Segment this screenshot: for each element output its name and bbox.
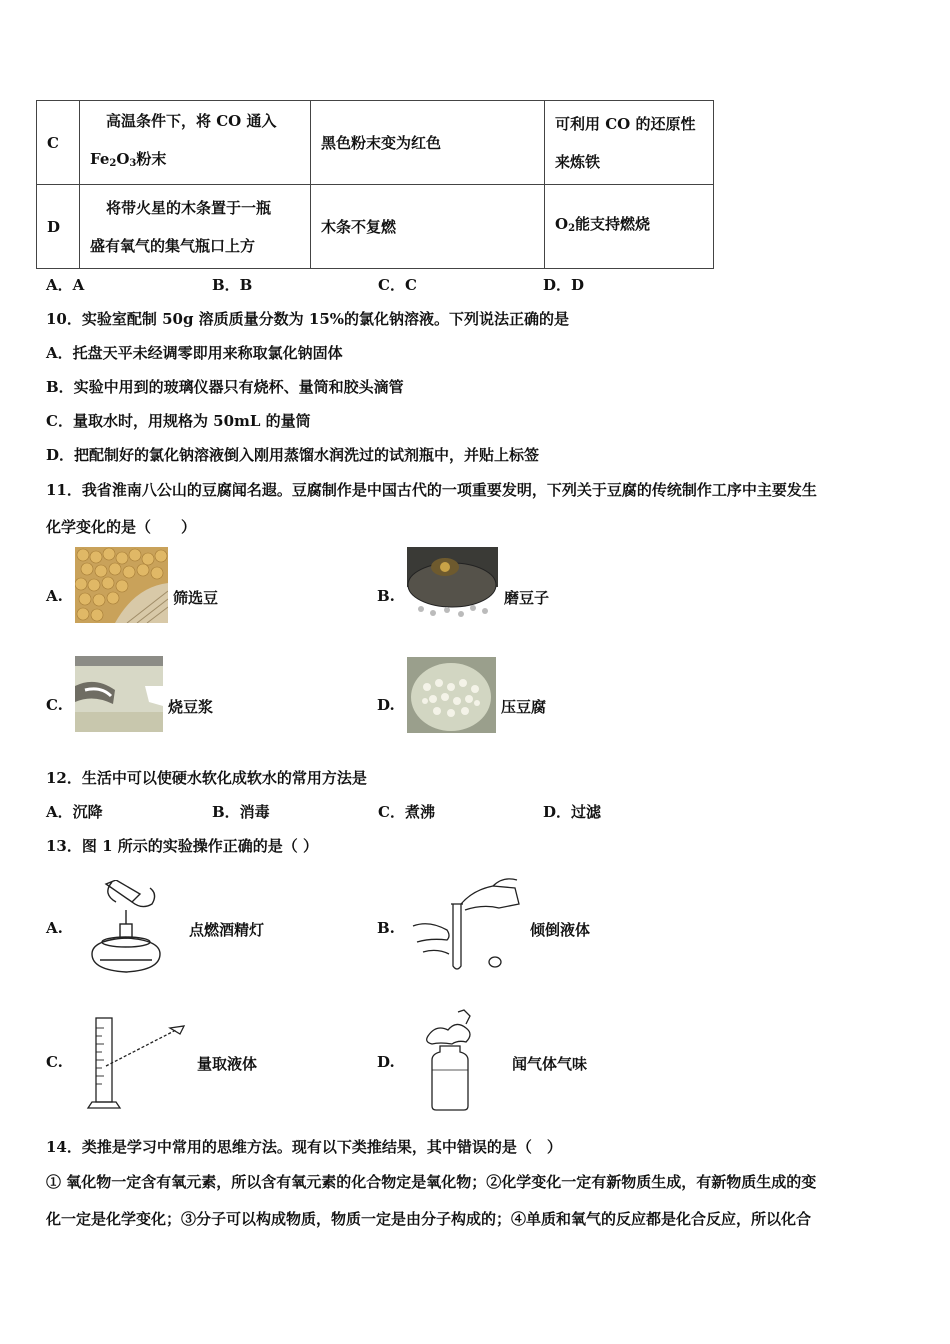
- option-letter: D.: [377, 696, 395, 714]
- option-text: 点燃酒精灯: [189, 921, 265, 939]
- question-stem: 11．我省淮南八公山的豆腐闻名遐。豆腐制作是中国古代的一项重要发明，下列关于豆腐的传统制作工序中主要发生: [46, 481, 817, 499]
- graduated-cylinder-illustration: [84, 1014, 188, 1112]
- pour-liquid-illustration: [403, 874, 523, 974]
- row-label: C: [37, 101, 80, 185]
- question-stem: 14．类推是学习中常用的思维方法。现有以下类推结果，其中错误的是（ ）: [46, 1138, 562, 1156]
- option-letter: B.: [377, 587, 395, 605]
- phenomenon-cell: 黑色粉末变为红色: [311, 101, 545, 185]
- table-row: [37, 185, 714, 269]
- question-stem: 10．实验室配制 50g 溶质质量分数为 15%的氯化钠溶液。下列说法正确的是: [46, 310, 570, 328]
- option-c: C．C: [378, 276, 417, 294]
- phenomenon-cell: 木条不复燃: [311, 185, 545, 269]
- option-a: A．托盘天平未经调零即用来称取氯化钠固体: [46, 344, 343, 362]
- option-text: 磨豆子: [504, 589, 550, 607]
- option-letter: A.: [46, 587, 63, 605]
- option-b: B．B: [212, 276, 253, 294]
- question-body-line: 化一定是化学变化；③分子可以构成物质，物质一定是由分子构成的；④单质和氧气的反应都是化合反应，所以化合: [46, 1210, 812, 1228]
- option-text: 闻气体气味: [512, 1055, 588, 1073]
- option-d: D．D: [543, 276, 585, 294]
- option-letter: D.: [377, 1053, 395, 1071]
- gas-bottle-illustration: [418, 1006, 488, 1114]
- option-text: 筛选豆: [173, 589, 219, 607]
- option-d: D．把配制好的氯化钠溶液倒入刚用蒸馏水润洗过的试剂瓶中，并贴上标签: [46, 446, 540, 464]
- option-text: 烧豆浆: [168, 698, 214, 716]
- question-table: [36, 100, 714, 269]
- table-row: [37, 101, 714, 185]
- option-b: B．消毒: [212, 803, 270, 821]
- option-text: 量取液体: [197, 1055, 258, 1073]
- option-a: A．A: [46, 276, 85, 294]
- option-c: C．量取水时，用规格为 50mL 的量筒: [46, 412, 311, 430]
- grinding-photo: [407, 547, 498, 623]
- question-stem: 13．图 1 所示的实验操作正确的是（ ）: [46, 837, 318, 855]
- option-text: 倾倒液体: [530, 921, 591, 939]
- option-c: C．煮沸: [378, 803, 435, 821]
- tofu-press-photo: [407, 657, 496, 733]
- alcohol-lamp-illustration: [82, 880, 172, 976]
- option-d: D．过滤: [543, 803, 602, 821]
- option-letter: A.: [46, 919, 63, 937]
- option-b: B．实验中用到的玻璃仪器只有烧杯、量筒和胶头滴管: [46, 378, 404, 396]
- soybeans-photo: [75, 547, 168, 623]
- conclusion-cell: 可利用 CO 的还原性 来炼铁: [545, 101, 714, 185]
- question-stem-cont: 化学变化的是（ ）: [46, 518, 197, 536]
- operation-cell: 高温条件下，将 CO 通入 $Fe_2O_3$粉末: [80, 101, 311, 185]
- question-stem: 12．生活中可以使硬水软化成软水的常用方法是: [46, 769, 367, 787]
- option-text: 压豆腐: [501, 698, 547, 716]
- question-body-line: ① 氧化物一定含有氧元素，所以含有氧元素的化合物定是氧化物；②化学变化一定有新物质生成，有新物质生成的变: [46, 1173, 817, 1191]
- soymilk-photo: [75, 656, 163, 732]
- option-a: A．沉降: [46, 803, 103, 821]
- option-letter: B.: [377, 919, 395, 937]
- operation-cell: 将带火星的木条置于一瓶 盛有氧气的集气瓶口上方: [80, 185, 311, 269]
- option-letter: C.: [46, 696, 63, 714]
- option-letter: C.: [46, 1053, 63, 1071]
- conclusion-cell: $O_2$能支持燃烧: [545, 185, 714, 269]
- row-label: D: [37, 185, 80, 269]
